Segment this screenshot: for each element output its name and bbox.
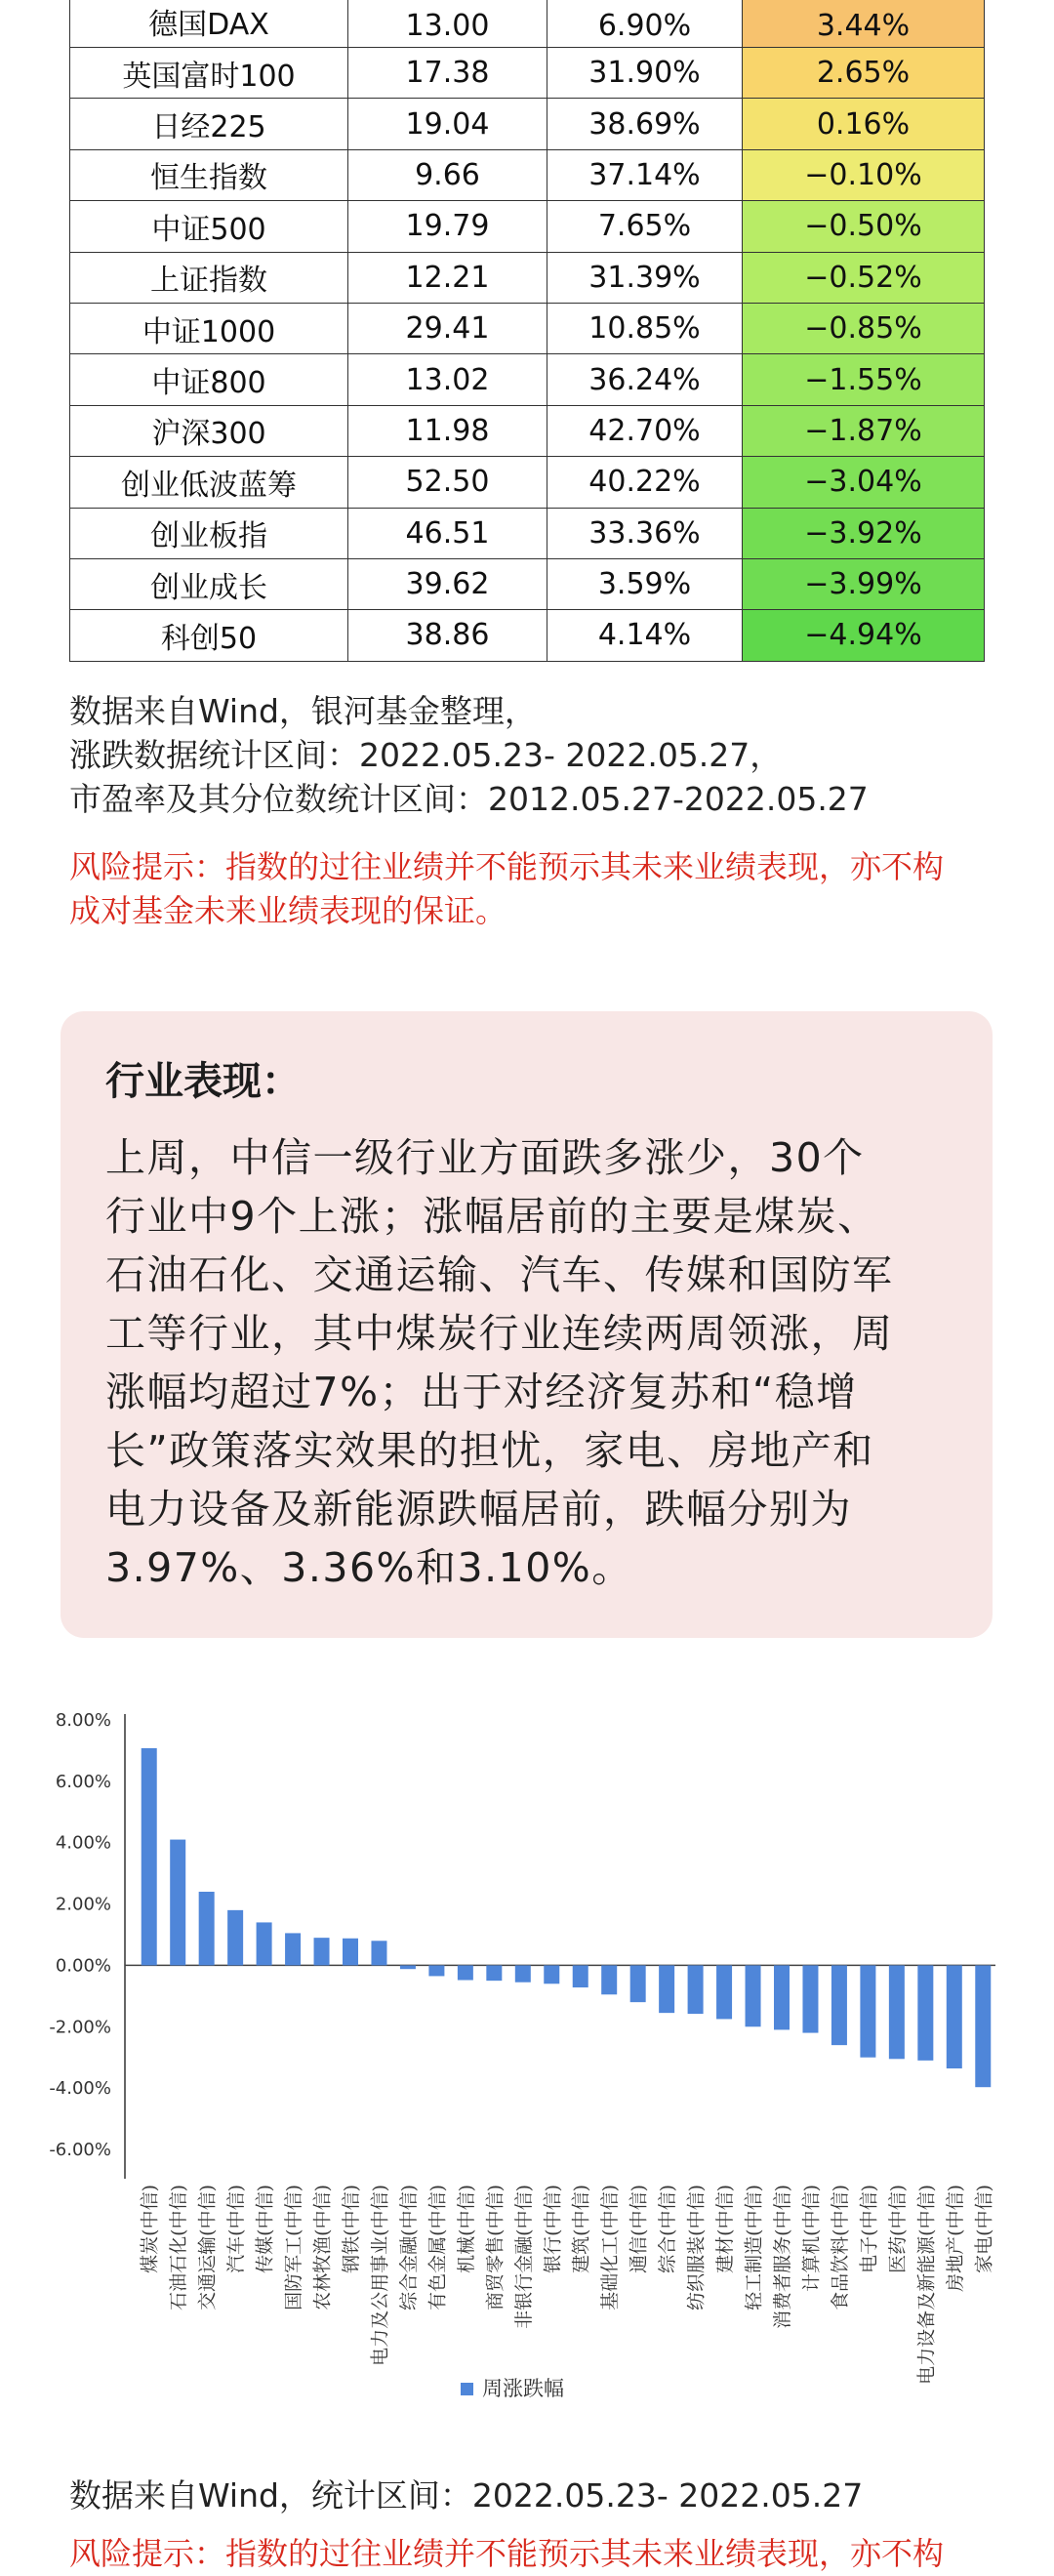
bar-27 — [917, 1965, 933, 2060]
card-line: 石油石化、交通运输、汽车、传媒和国防军 — [105, 1251, 894, 1298]
legend-label: 周涨跌幅 — [482, 2377, 564, 2400]
pe-cell: 46.51 — [348, 508, 547, 558]
category-label: 电力及公用事业(中信) — [369, 2185, 391, 2366]
y-tick-label: 4.00% — [55, 1832, 111, 1854]
bar-14 — [544, 1965, 559, 1983]
source-note-table — [69, 689, 1006, 821]
bar-23 — [802, 1965, 818, 2032]
weekly-change-cell: −1.87% — [743, 405, 985, 456]
weekly-change-cell: −4.94% — [743, 610, 985, 661]
table-body — [70, 0, 985, 661]
bar-25 — [860, 1965, 875, 2057]
bar-9 — [400, 1965, 416, 1969]
pe-percentile-cell: 36.24% — [547, 354, 743, 405]
weekly-change-cell: 2.65% — [743, 48, 985, 99]
table-row — [70, 0, 985, 48]
pe-percentile-cell: 4.14% — [547, 610, 743, 661]
table-row — [70, 303, 985, 353]
category-label: 交通运输(中信) — [196, 2185, 219, 2310]
bar-0 — [142, 1748, 157, 1966]
category-label: 农林牧渔(中信) — [311, 2185, 334, 2310]
card-line: 3.97%、3.36%和3.10%。 — [105, 1544, 633, 1591]
category-label: 纺织服装(中信) — [685, 2185, 708, 2310]
category-label: 电力设备及新能源(中信) — [915, 2185, 938, 2385]
category-label: 国防军工(中信) — [283, 2185, 305, 2310]
y-tick-label: -6.00% — [49, 2140, 111, 2160]
table-row — [70, 457, 985, 508]
y-tick-label: 8.00% — [55, 1710, 111, 1731]
pe-cell: 19.04 — [348, 99, 547, 149]
weekly-change-cell: −3.92% — [743, 508, 985, 558]
category-label: 机械(中信) — [455, 2185, 477, 2273]
pe-cell: 52.50 — [348, 457, 547, 508]
bar-22 — [774, 1965, 790, 2029]
card-heading: 行业表现： — [105, 1059, 301, 1104]
card-body — [105, 1128, 948, 1597]
bar-4 — [257, 1922, 272, 1965]
category-label: 石油石化(中信) — [168, 2185, 190, 2310]
pe-cell: 17.38 — [348, 48, 547, 99]
bar-13 — [515, 1965, 531, 1982]
pe-percentile-cell: 33.36% — [547, 508, 743, 558]
category-label: 综合金融(中信) — [397, 2185, 420, 2310]
card-line: 上周，中信一级行业方面跌多涨少，30个 — [105, 1134, 865, 1181]
weekly-change-cell: 0.16% — [743, 99, 985, 149]
bar-26 — [889, 1965, 905, 2059]
y-tick-label: 6.00% — [55, 1771, 111, 1792]
pe-percentile-cell: 38.69% — [547, 99, 743, 149]
pe-cell: 9.66 — [348, 149, 547, 200]
pe-cell: 13.00 — [348, 0, 547, 48]
bar-1 — [170, 1840, 185, 1966]
weekly-change-cell: −3.99% — [743, 558, 985, 609]
bar-6 — [314, 1938, 330, 1965]
table-row — [70, 48, 985, 99]
bar-3 — [227, 1910, 243, 1966]
y-tick-label: 0.00% — [55, 1955, 111, 1977]
risk-line: 风险提示：指数的过往业绩并不能预示其未来业绩表现，亦不构 — [69, 848, 945, 885]
card-line: 工等行业，其中煤炭行业连续两周领涨，周 — [105, 1310, 894, 1357]
category-label: 电子(中信) — [858, 2185, 880, 2273]
risk-line: 成对基金未来业绩表现的保证。 — [69, 892, 507, 929]
index-name-cell: 中证800 — [70, 354, 348, 405]
table-row — [70, 508, 985, 558]
bar-29 — [975, 1965, 991, 2087]
pe-period-line: 市盈率及其分位数统计区间：2012.05.27-2022.05.27 — [69, 780, 869, 818]
y-tick-label: -4.00% — [49, 2078, 111, 2100]
bar-5 — [285, 1933, 301, 1965]
bar-7 — [343, 1939, 358, 1966]
pe-cell: 29.41 — [348, 303, 547, 353]
card-line: 电力设备及新能源跌幅居前，跌幅分别为 — [105, 1486, 852, 1533]
category-label: 钢铁(中信) — [341, 2185, 362, 2273]
table-row — [70, 405, 985, 456]
bar-2 — [199, 1892, 215, 1965]
category-label: 煤炭(中信) — [139, 2185, 161, 2273]
bar-17 — [630, 1965, 646, 2002]
weekly-change-cell: −3.04% — [743, 457, 985, 508]
category-label: 建材(中信) — [714, 2185, 737, 2273]
category-label: 建筑(中信) — [570, 2185, 592, 2273]
pe-percentile-cell: 31.39% — [547, 252, 743, 303]
y-tick-label: 2.00% — [55, 1894, 111, 1915]
source-line: 数据来自Wind，统计区间：2022.05.23- 2022.05.27 — [69, 2476, 864, 2515]
pe-percentile-cell: 10.85% — [547, 303, 743, 353]
table-row — [70, 558, 985, 609]
card-line: 涨幅均超过7%；出于对经济复苏和“稳增 — [105, 1369, 858, 1415]
bar-28 — [947, 1965, 962, 2068]
index-name-cell: 创业成长 — [70, 558, 348, 609]
card-line: 长”政策落实效果的担忧，家电、房地产和 — [105, 1427, 874, 1474]
pe-percentile-cell: 31.90% — [547, 48, 743, 99]
pe-cell: 12.21 — [348, 252, 547, 303]
table-row — [70, 201, 985, 252]
weekly-change-cell: −0.85% — [743, 303, 985, 353]
pe-cell: 39.62 — [348, 558, 547, 609]
card-line: 行业中9个上涨；涨幅居前的主要是煤炭、 — [105, 1193, 879, 1240]
source-line: 数据来自Wind，银河基金整理， — [69, 692, 537, 730]
bar-11 — [458, 1965, 473, 1980]
category-label: 基础化工(中信) — [599, 2185, 622, 2310]
index-name-cell: 创业低波蓝筹 — [70, 457, 348, 508]
index-name-cell: 上证指数 — [70, 252, 348, 303]
index-name-cell: 恒生指数 — [70, 149, 348, 200]
industry-bar-chart — [0, 1689, 1054, 2411]
category-label: 计算机(中信) — [800, 2185, 823, 2292]
pe-percentile-cell: 3.59% — [547, 558, 743, 609]
category-label: 非银行金融(中信) — [512, 2185, 535, 2329]
category-label: 银行(中信) — [542, 2185, 564, 2273]
category-label: 轻工制造(中信) — [743, 2185, 765, 2310]
risk-warning-2 — [69, 2532, 1006, 2576]
index-name-cell: 创业板指 — [70, 508, 348, 558]
bar-8 — [371, 1941, 386, 1965]
bar-21 — [746, 1965, 761, 2026]
risk-line: 风险提示：指数的过往业绩并不能预示其未来业绩表现，亦不构 — [69, 2535, 945, 2572]
bar-12 — [486, 1965, 502, 1981]
index-name-cell: 日经225 — [70, 99, 348, 149]
table-row — [70, 149, 985, 200]
category-label: 消费者服务(中信) — [772, 2185, 793, 2329]
index-name-cell: 英国富时100 — [70, 48, 348, 99]
category-label: 商贸零售(中信) — [484, 2185, 507, 2310]
pe-cell: 11.98 — [348, 405, 547, 456]
index-name-cell: 中证500 — [70, 201, 348, 252]
y-tick-label: -2.00% — [49, 2017, 111, 2038]
index-name-cell: 中证1000 — [70, 303, 348, 353]
weekly-change-cell: −1.55% — [743, 354, 985, 405]
pe-cell: 38.86 — [348, 610, 547, 661]
weekly-change-cell: −0.52% — [743, 252, 985, 303]
category-label: 汽车(中信) — [225, 2185, 248, 2273]
bar-18 — [659, 1965, 674, 2013]
source-note-chart — [69, 2474, 1006, 2517]
pe-cell: 19.79 — [348, 201, 547, 252]
bar-10 — [428, 1965, 444, 1976]
bar-19 — [688, 1965, 704, 2014]
pe-percentile-cell: 7.65% — [547, 201, 743, 252]
bar-15 — [573, 1965, 588, 1987]
table-row — [70, 610, 985, 661]
category-label: 家电(中信) — [973, 2185, 995, 2273]
bar-16 — [601, 1965, 617, 1994]
category-label: 食品饮料(中信) — [829, 2185, 851, 2310]
index-name-cell: 沪深300 — [70, 405, 348, 456]
category-label: 传媒(中信) — [254, 2185, 276, 2273]
pe-percentile-cell: 40.22% — [547, 457, 743, 508]
table-row — [70, 354, 985, 405]
index-performance-table — [69, 0, 985, 662]
category-label: 综合(中信) — [657, 2185, 679, 2273]
weekly-change-cell: 3.44% — [743, 0, 985, 48]
pe-percentile-cell: 37.14% — [547, 149, 743, 200]
table-row — [70, 99, 985, 149]
weekly-change-cell: −0.10% — [743, 149, 985, 200]
change-period-line: 涨跌数据统计区间：2022.05.23- 2022.05.27， — [69, 736, 783, 774]
pe-percentile-cell: 42.70% — [547, 405, 743, 456]
category-label: 有色金属(中信) — [426, 2185, 449, 2310]
pe-cell: 13.02 — [348, 354, 547, 405]
table-row — [70, 252, 985, 303]
bar-24 — [831, 1965, 847, 2045]
risk-warning-1 — [69, 845, 1006, 933]
industry-performance-card — [61, 1011, 993, 1638]
bar-20 — [716, 1965, 732, 2019]
category-label: 通信(中信) — [628, 2185, 650, 2273]
pe-percentile-cell: 6.90% — [547, 0, 743, 48]
category-label: 房地产(中信) — [944, 2185, 966, 2292]
legend-swatch — [461, 2383, 473, 2395]
weekly-change-cell: −0.50% — [743, 201, 985, 252]
index-name-cell: 德国DAX — [70, 0, 348, 48]
category-label: 医药(中信) — [886, 2185, 909, 2273]
index-name-cell: 科创50 — [70, 610, 348, 661]
